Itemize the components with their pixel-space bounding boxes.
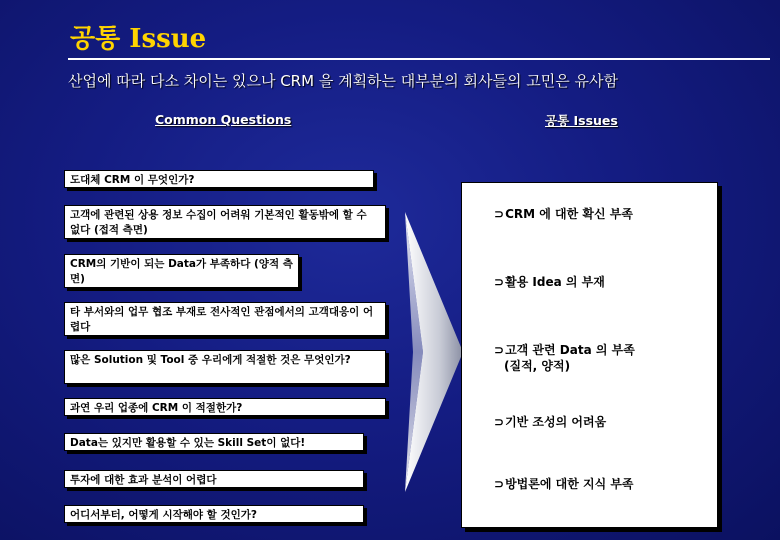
question-text: 타 부서와의 업무 협조 부재로 전사적인 관점에서의 고객대응이 어렵다 (70, 306, 374, 333)
issue-marker-icon: ⊃ (494, 477, 505, 491)
issue-text: 기반 조성의 어려움 (505, 415, 607, 429)
chevron-arrow-icon (405, 212, 467, 492)
question-box (64, 505, 364, 523)
question-box (64, 470, 364, 488)
issue-text: 활용 Idea 의 부재 (505, 275, 605, 289)
issue-item (494, 274, 605, 290)
issue-marker-icon: ⊃ (494, 207, 505, 221)
issue-text: CRM 에 대한 확신 부족 (505, 207, 633, 221)
issue-item (494, 342, 635, 358)
question-text: 투자에 대한 효과 분석이 어렵다 (70, 474, 217, 486)
issue-marker-icon: ⊃ (494, 415, 505, 429)
issue-item-continuation: (질적, 양적) (504, 359, 571, 373)
question-box (64, 433, 364, 451)
question-box (64, 254, 299, 288)
title-divider (68, 58, 770, 60)
issue-marker-icon: ⊃ (494, 343, 505, 357)
question-text: 어디서부터, 어떻게 시작해야 할 것인가? (70, 509, 257, 521)
question-box (64, 205, 386, 239)
question-text: 과연 우리 업종에 CRM 이 적절한가? (70, 402, 243, 414)
question-text: 고객에 관련된 상용 정보 수집이 어려워 기본적인 활동밖에 할 수 없다 (접적 측면) (70, 209, 367, 236)
question-text: 많은 Solution 및 Tool 중 우리에게 적절한 것은 무엇인가? (70, 354, 351, 366)
issue-item (494, 206, 633, 222)
issue-text: 고객 관련 Data 의 부족 (505, 343, 635, 357)
question-text: Data는 있지만 활용할 수 있는 Skill Set이 없다! (70, 437, 306, 449)
page-title: 공통 Issue (70, 24, 207, 54)
question-box (64, 350, 386, 384)
question-box (64, 398, 386, 416)
question-text: 도대체 CRM 이 무엇인가? (70, 174, 195, 186)
common-issues-header: 공통 Issues (545, 113, 618, 128)
issue-marker-icon: ⊃ (494, 275, 505, 289)
question-box (64, 302, 386, 336)
question-text: CRM의 기반이 되는 Data가 부족하다 (양적 측면) (70, 258, 293, 285)
issue-item (494, 414, 606, 430)
question-box (64, 170, 374, 188)
page-subtitle: 산업에 따라 다소 차이는 있으나 CRM 을 계획하는 대부분의 회사들의 고민은 유사함 (68, 72, 618, 90)
issue-item (494, 476, 634, 492)
issue-text: 방법론에 대한 지식 부족 (505, 477, 634, 491)
common-questions-header: Common Questions (155, 112, 292, 127)
